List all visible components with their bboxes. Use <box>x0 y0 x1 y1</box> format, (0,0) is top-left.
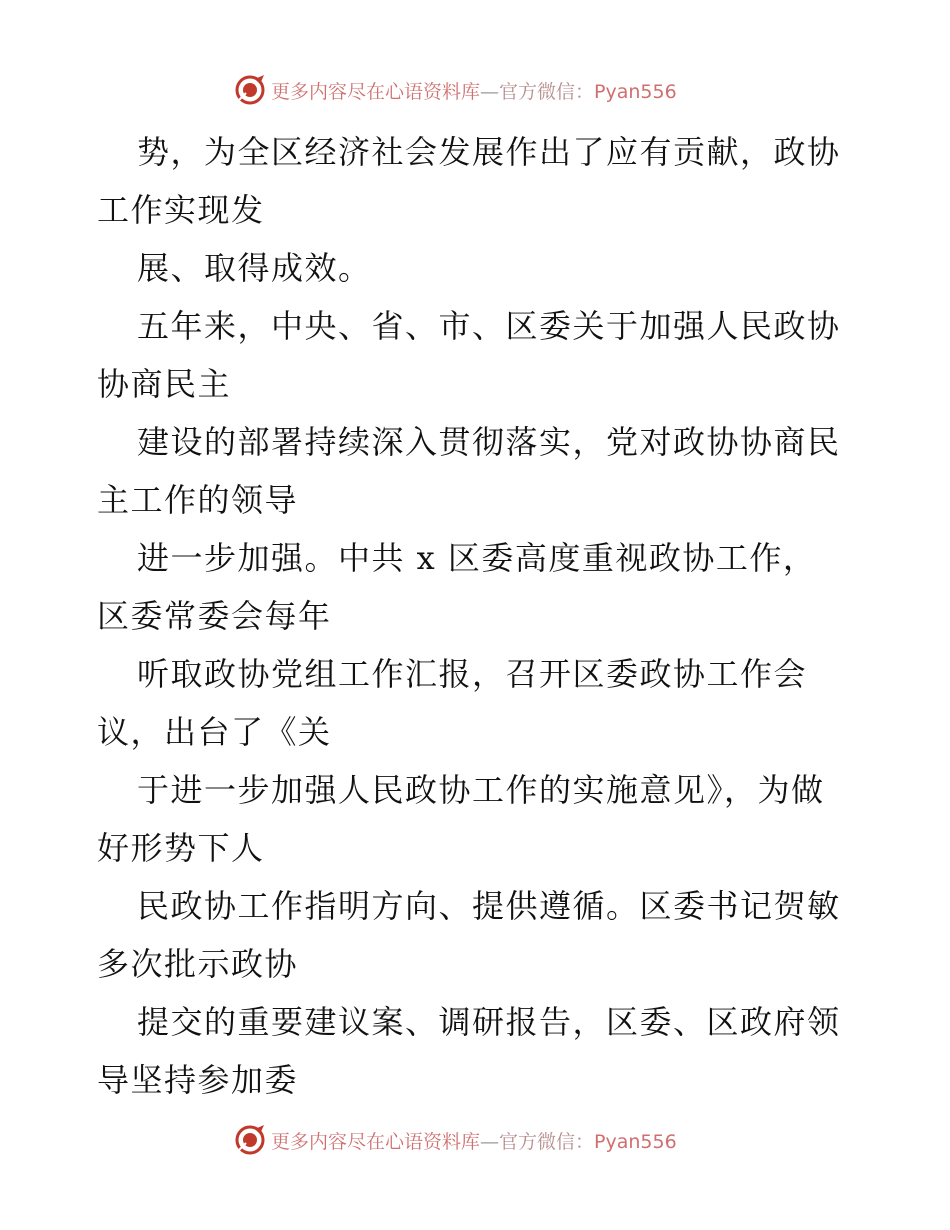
body-line: 多次批示政协 <box>97 945 299 983</box>
body-line: 区委常委会每年 <box>97 597 332 635</box>
body-line: 议，出台了《关 <box>97 713 332 751</box>
footer-banner <box>0 1120 950 1160</box>
header-banner-text <box>271 77 677 104</box>
pen-logo-icon <box>233 73 267 107</box>
banner-wechat-id: Pyan556 <box>594 80 677 103</box>
header-banner <box>0 70 950 110</box>
body-line: 好形势下人 <box>97 829 265 867</box>
footer-banner-text <box>271 1127 677 1154</box>
body-line: 势，为全区经济社会发展作出了应有贡献，政协 <box>137 133 841 171</box>
body-line: 民政协工作指明方向、提供遵循。区委书记贺敏 <box>137 887 841 925</box>
body-line: 听取政协党组工作汇报，召开区委政协工作会 <box>137 655 808 693</box>
banner-separator: — <box>480 1130 500 1153</box>
pen-logo-icon <box>233 1123 267 1157</box>
banner-site-name: 更多内容尽在心语资料库 <box>271 80 481 103</box>
banner-separator: — <box>480 80 500 103</box>
banner-site-name: 更多内容尽在心语资料库 <box>271 1130 481 1153</box>
body-line: 于进一步加强人民政协工作的实施意见》，为做 <box>137 771 825 809</box>
footer-banner-inner <box>233 1124 677 1156</box>
body-line: 五年来，中央、省、市、区委关于加强人民政协 <box>137 307 841 345</box>
body-line: 导坚持参加委 <box>97 1061 299 1099</box>
header-banner-inner <box>233 74 677 106</box>
banner-wechat-label: 官方微信： <box>499 80 595 103</box>
body-line: 主工作的领导 <box>97 481 299 519</box>
body-line: 进一步加强。中共 x 区委高度重视政协工作， <box>137 539 817 577</box>
banner-wechat-id: Pyan556 <box>594 1130 677 1153</box>
document-body <box>97 123 857 1109</box>
body-line: 协商民主 <box>97 365 232 403</box>
body-line: 建设的部署持续深入贯彻落实，党对政协协商民 <box>137 423 841 461</box>
body-line: 展、取得成效。 <box>137 249 372 287</box>
body-line: 提交的重要建议案、调研报告，区委、区政府领 <box>137 1003 841 1041</box>
body-line: 工作实现发 <box>97 191 265 229</box>
banner-wechat-label: 官方微信： <box>499 1130 595 1153</box>
